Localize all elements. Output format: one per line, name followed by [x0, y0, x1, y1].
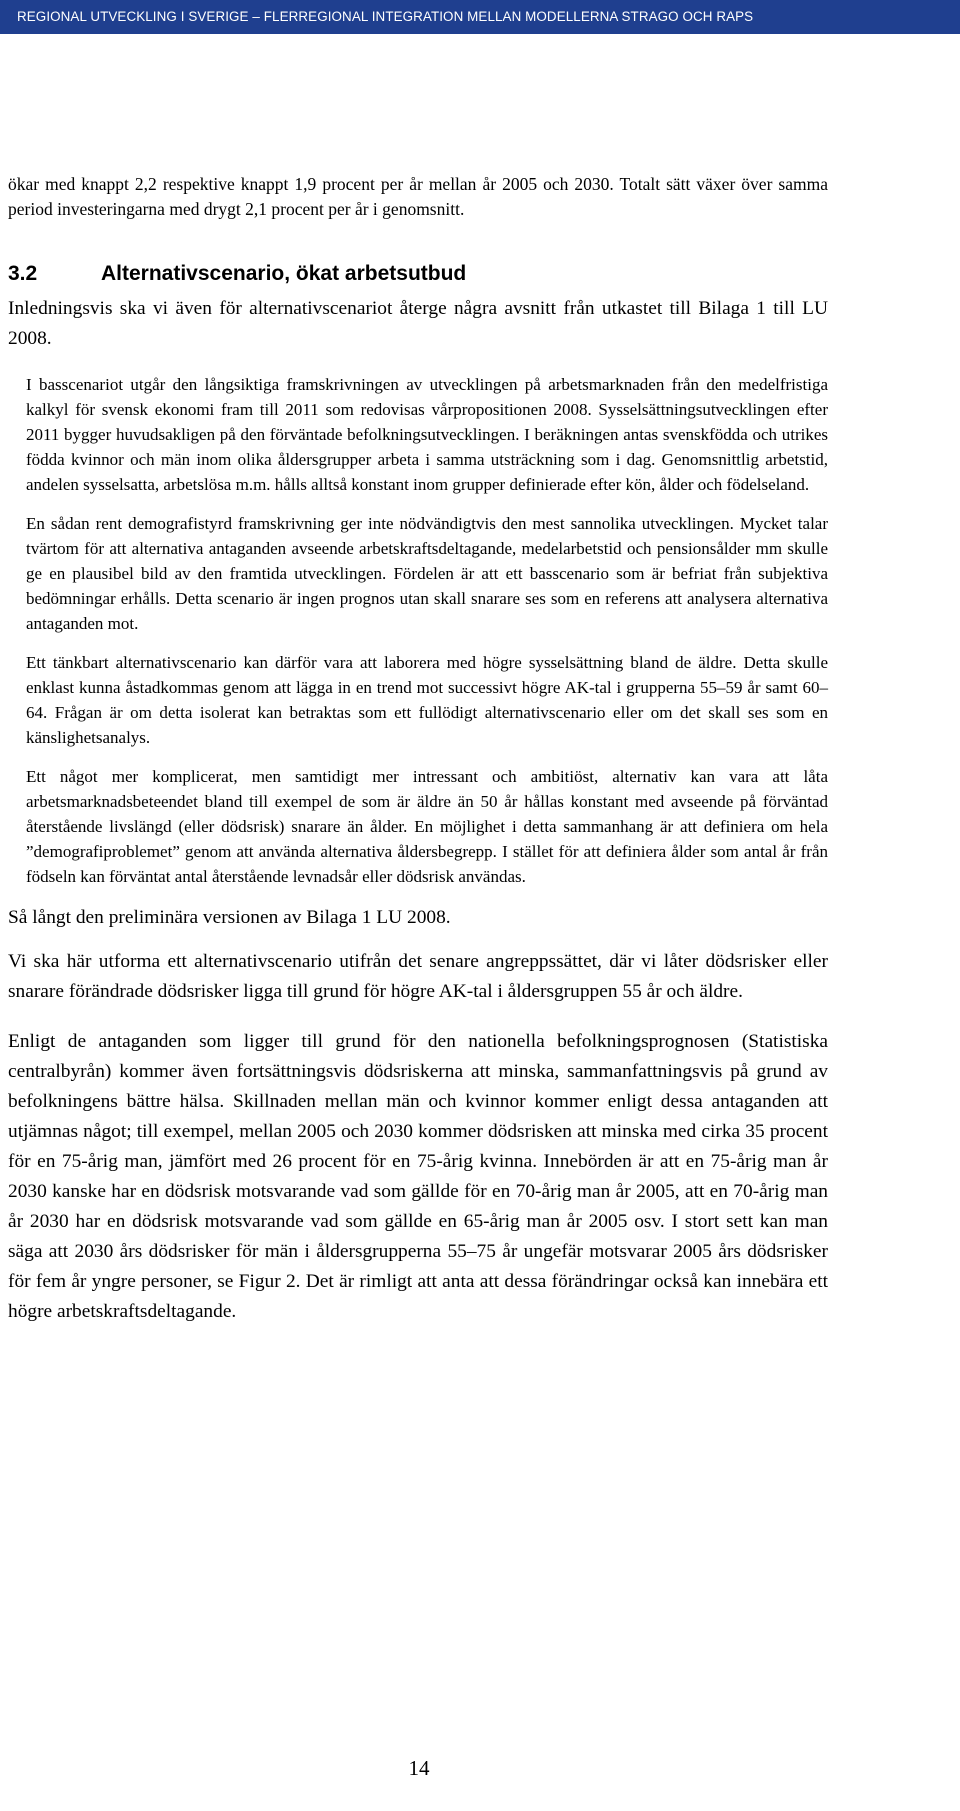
intro-paragraph: ökar med knappt 2,2 respektive knappt 1,9 procent per år mellan år 2005 och 2030. Totalt sätt växer över samma period investeringarna med drygt 2,1 procent per år i genomsnitt.: [8, 174, 828, 219]
running-header-title: REGIONAL UTVECKLING I SVERIGE – FLERREGIONAL INTEGRATION MELLAN MODELLERNA STRAGO OCH RAPS: [17, 9, 754, 24]
running-header: [0, 0, 960, 34]
quoted-paragraph-3: Ett tänkbart alternativscenario kan därför vara att laborera med högre sysselsättning bland de äldre. Detta skulle enklast kunna åstadkommas genom att lägga in en trend mot successivt högre AK-tal i grupperna 55–59 år samt 60–64. Frågan är om detta isolerat kan betraktas som ett fullödigt alternativscenario eller om det skall ses som en känslighetsanalys.: [26, 653, 828, 747]
section-number: 3.2: [8, 262, 38, 285]
page-number: 14: [408, 1756, 430, 1780]
paragraph-approach: Vi ska här utforma ett alternativscenario utifrån det senare angreppssättet, där vi låter dödsrisker eller snarare förändrade dödsrisker ligga till grund för högre AK-tal i åldersgruppen 55 år och äldre.: [8, 951, 828, 1002]
quoted-paragraph-1: I basscenariot utgår den långsiktiga framskrivningen av utvecklingen på arbetsmarknaden från den medelfristiga kalkyl för svensk ekonomi fram till 2011 som redovisas vårpropositionen 2008. Sysselsättningsutvecklingen efter 2011 bygger huvudsakligen på den förväntade befolkningsutvecklingen. I beräkningen antas svenskfödda och utrikes födda kvinnor och män inom olika åldersgrupper arbeta i samma utsträckning som i dag. Genomsnittlig arbetstid, andelen sysselsatta, arbetslösa m.m. hålls alltså konstant inom grupper definierade efter kön, ålder och födelseland.: [26, 375, 828, 494]
quoted-paragraph-2: En sådan rent demografistyrd framskrivning ger inte nödvändigtvis den mest sannolika utvecklingen. Mycket talar tvärtom för att alternativa antaganden avseende arbetskraftsdeltagande, medelarbetstid och pensionsålder mm skulle ge en plausibel bild av den framtida utvecklingen. Fördelen är att ett basscenario som är befriat från subjektiva bedömningar erhålls. Detta scenario är ingen prognos utan skall snarare ses som en referens att analysera alternativa antaganden mot.: [26, 514, 828, 633]
document-body: [8, 172, 828, 1327]
paragraph-preliminary: Så långt den preliminära versionen av Bilaga 1 LU 2008.: [8, 907, 451, 928]
paragraph-assumptions: Enligt de antaganden som ligger till grund för den nationella befolkningsprognosen (Statistiska centralbyrån) kommer även fortsättningsvis dödsriskerna att minska, sammanfattningsvis på grund av befolkningens bättre hälsa. Skillnaden mellan män och kvinnor kommer enligt dessa antaganden att utjämnas något; till exempel, mellan 2005 och 2030 kommer dödsrisken att minska med cirka 35 procent för en 75-årig man, jämfört med 26 procent för en 75-årig kvinna. Innebörden är att en 75-årig man år 2030 kanske har en dödsrisk motsvarande vad som gällde för en 70-årig man år 2005, att en 70-årig man år 2030 har en dödsrisk motsvarande vad som gällde en 65-årig man år 2005 osv. I stort sett kan man säga att 2030 års dödsrisker för män i åldersgrupperna 55–75 år ungefär motsvarar 2005 års dödsrisker för fem år yngre personer, se Figur 2. Det är rimligt att anta att dessa förändringar också kan innebära ett högre arbetskraftsdeltagande.: [8, 1031, 828, 1322]
paragraph-intro-alternative: Inledningsvis ska vi även för alternativscenariot återge några avsnitt från utkastet till Bilaga 1 till LU 2008.: [8, 298, 828, 349]
section-title: Alternativscenario, ökat arbetsutbud: [101, 262, 467, 285]
quoted-paragraph-4: Ett något mer komplicerat, men samtidigt mer intressant och ambitiöst, alternativ kan vara att låta arbetsmarknadsbeteendet bland till exempel de som är äldre än 50 år hållas konstant med avseende på förväntad återstående livslängd (eller dödsrisk) snarare än ålder. En möjlighet i detta sammanhang är att definiera om hela ”demografiproblemet” genom att använda alternativa åldersbegrepp. I stället för att definiera ålder som antal år från födseln kan förväntat antal återstående levnadsår eller dödsrisk användas.: [26, 767, 828, 886]
section-heading: [8, 259, 828, 289]
